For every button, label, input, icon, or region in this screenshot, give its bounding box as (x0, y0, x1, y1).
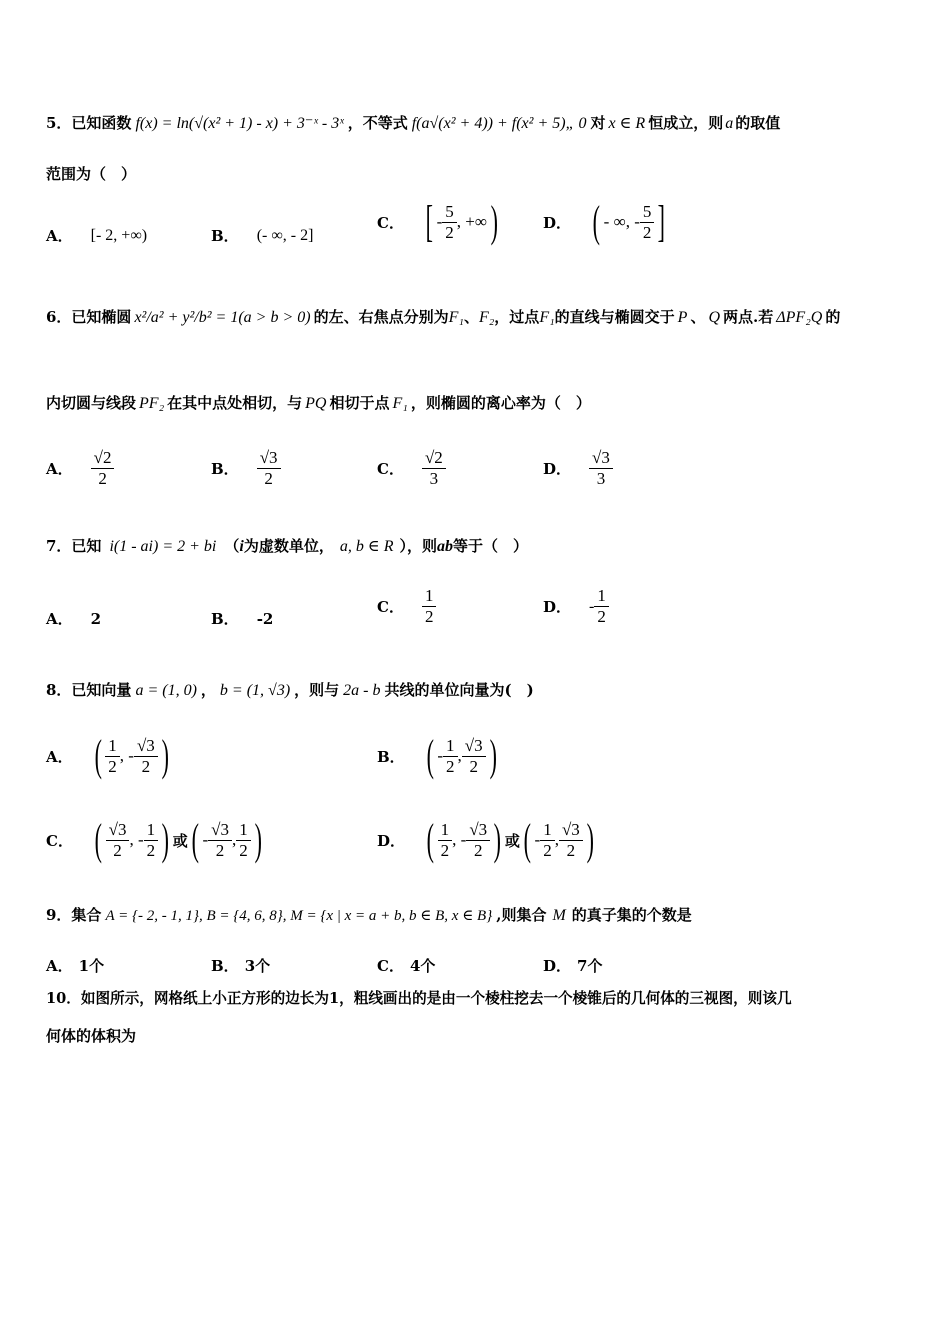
q7-option-a[interactable]: A． 2 (46, 609, 102, 628)
question-10: 10．如图所示，网格纸上小正方形的边长为1，粗线画出的是由一个棱柱挖去一个棱锥后的几何体的三视图，则该几 (46, 990, 792, 1007)
q7-option-d[interactable]: D． - $\frac{1}{2}$ (543, 586, 609, 627)
question-6-line2: 内切圆与线段 PF₂ 在其中点处相切，与 PQ 相切于点 F₁ ，则椭圆的离心率为（ ） (46, 394, 591, 412)
q6-option-a[interactable]: A． $\frac{√2}{2}$ (46, 448, 114, 489)
q6-option-c[interactable]: C． $\frac{√2}{3}$ (377, 448, 446, 489)
vector-a: a = (1, 0) (135, 682, 197, 699)
complex-equation: i(1 - ai) = 2 + bi (109, 538, 217, 555)
q9-option-c[interactable]: C． 4个 (377, 957, 436, 975)
question-8: 8．已知向量 a = (1, 0) ， b = (1, √3) ，则与 2a - b 共线的单位向量为( ) (46, 681, 534, 699)
q8-option-c[interactable]: C． ( $\frac{√3}{2}$ , - $\frac{1}{2}$ ) 或 ( - $\frac{√3}{2}$ , $\frac{1}{2}$ ) (46, 815, 262, 864)
vector-b: b = (1, √3) (219, 682, 291, 699)
q6-option-b[interactable]: B． $\frac{√3}{2}$ (211, 448, 281, 489)
question-5-line2: 范围为（ ） (46, 165, 137, 183)
q5-option-a[interactable]: A． [- 2, +∞) (46, 226, 148, 245)
q5-option-c[interactable]: C． [ - $\frac{5}{2}$ , +∞ ) (377, 197, 498, 246)
function-formula: f(x) = ln(√(x² + 1) - x) + 3⁻ˣ - 3ˣ (135, 115, 344, 132)
ellipse-equation: x²/a² + y²/b² = 1(a > b > 0) (134, 309, 311, 326)
question-6: 6．已知椭圆 x²/a² + y²/b² = 1(a > b > 0) 的左、右焦点分别为F₁、F₂，过点F₁的直线与椭圆交于 P 、 Q 两点.若 ΔPF₂Q 的 (46, 308, 841, 326)
q8-option-d[interactable]: D． ( $\frac{1}{2}$ , - $\frac{√3}{2}$ ) 或 ( - $\frac{1}{2}$ , $\frac{√3}{2}$ ) (377, 815, 594, 864)
q9-option-a[interactable]: A． 1个 (46, 957, 105, 975)
question-7: 7．已知 i(1 - ai) = 2 + bi （i为虚数单位， a, b ∈ R ），则ab等于（ ） (46, 537, 528, 555)
question-10-line2: 何体的体积为 (46, 1027, 137, 1045)
q7-option-b[interactable]: B． -2 (211, 609, 274, 628)
q9-option-d[interactable]: D． 7个 (543, 957, 603, 975)
q8-option-b[interactable]: B． ( - $\frac{1}{2}$ , $\frac{√3}{2}$ ) (377, 731, 497, 780)
q5-option-b[interactable]: B． (- ∞, - 2] (211, 226, 314, 245)
set-definitions: A = {- 2, - 1, 1}, B = {4, 6, 8}, M = {x | x = a + b, b ∈ B, x ∈ B} (105, 908, 493, 924)
q8-option-a[interactable]: A． ( $\frac{1}{2}$ , - $\frac{√3}{2}$ ) (46, 731, 169, 780)
q6-option-d[interactable]: D． $\frac{√3}{3}$ (543, 448, 613, 489)
question-9: 9．集合 A = {- 2, - 1, 1}, B = {4, 6, 8}, M = {x | x = a + b, b ∈ B, x ∈ B} ,则集合 M 的真子集的个数是 (46, 906, 692, 924)
q7-option-c[interactable]: C． $\frac{1}{2}$ (377, 586, 436, 627)
q5-option-d[interactable]: D． ( - ∞, - $\frac{5}{2}$ ] (543, 197, 666, 246)
inequality-formula: f(a√(x² + 4)) + f(x² + 5)„ 0 (411, 115, 587, 132)
q9-option-b[interactable]: B． 3个 (211, 957, 271, 975)
question-5: 5．已知函数 f(x) = ln(√(x² + 1) - x) + 3⁻ˣ - 3ˣ ，不等式 f(a√(x² + 4)) + f(x² + 5)„ 0 对 x ∈ R 恒成立，则 a 的取值 (46, 114, 781, 132)
